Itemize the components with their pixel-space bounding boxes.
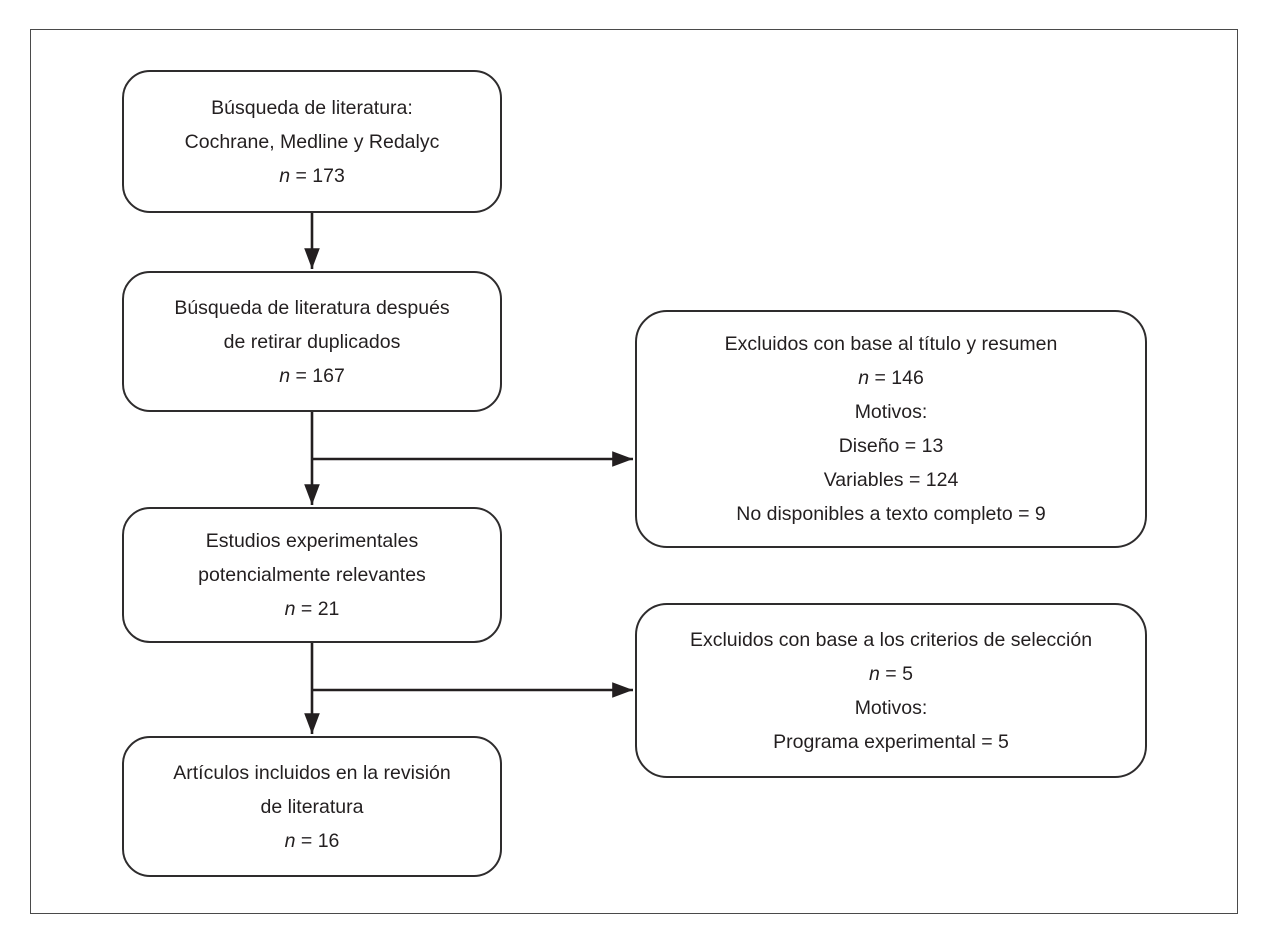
box-line-n-count: n = 167 [279, 364, 345, 387]
box-line-n-count: n = 5 [869, 662, 913, 685]
box-line: Cochrane, Medline y Redalyc [184, 130, 440, 153]
box-literature-search [122, 70, 502, 213]
box-line: potencialmente relevantes [198, 564, 426, 586]
box-line: Búsqueda de literatura: [211, 96, 413, 119]
box-line-n-count: n = 146 [858, 367, 924, 389]
box-line: No disponibles a texto completo = 9 [736, 503, 1046, 525]
box-excluded-selection-criteria [635, 603, 1147, 778]
box-line-n-count: n = 16 [284, 829, 340, 852]
box-line-n-count: n = 173 [279, 164, 345, 187]
box-excluded-title-abstract [635, 310, 1147, 548]
box-line: Programa experimental = 5 [773, 730, 1009, 753]
box-line: Excluidos con base al título y resumen [724, 333, 1058, 355]
box-line: Excluidos con base a los criterios de selección [689, 628, 1093, 651]
box-line: Búsqueda de literatura después [174, 296, 450, 319]
box-line: Motivos: [854, 401, 928, 423]
box-line-n-count: n = 21 [284, 598, 340, 620]
box-line: Estudios experimentales [205, 530, 419, 552]
box-line: Variables = 124 [823, 469, 959, 491]
box-line: Diseño = 13 [838, 435, 944, 457]
box-after-duplicates-removed [122, 271, 502, 412]
box-potentially-relevant [122, 507, 502, 643]
box-line: Artículos incluidos en la revisión [173, 761, 451, 784]
box-line: de literatura [260, 795, 364, 818]
box-line: Motivos: [854, 696, 928, 719]
box-line: de retirar duplicados [223, 330, 401, 353]
box-included-in-review [122, 736, 502, 877]
